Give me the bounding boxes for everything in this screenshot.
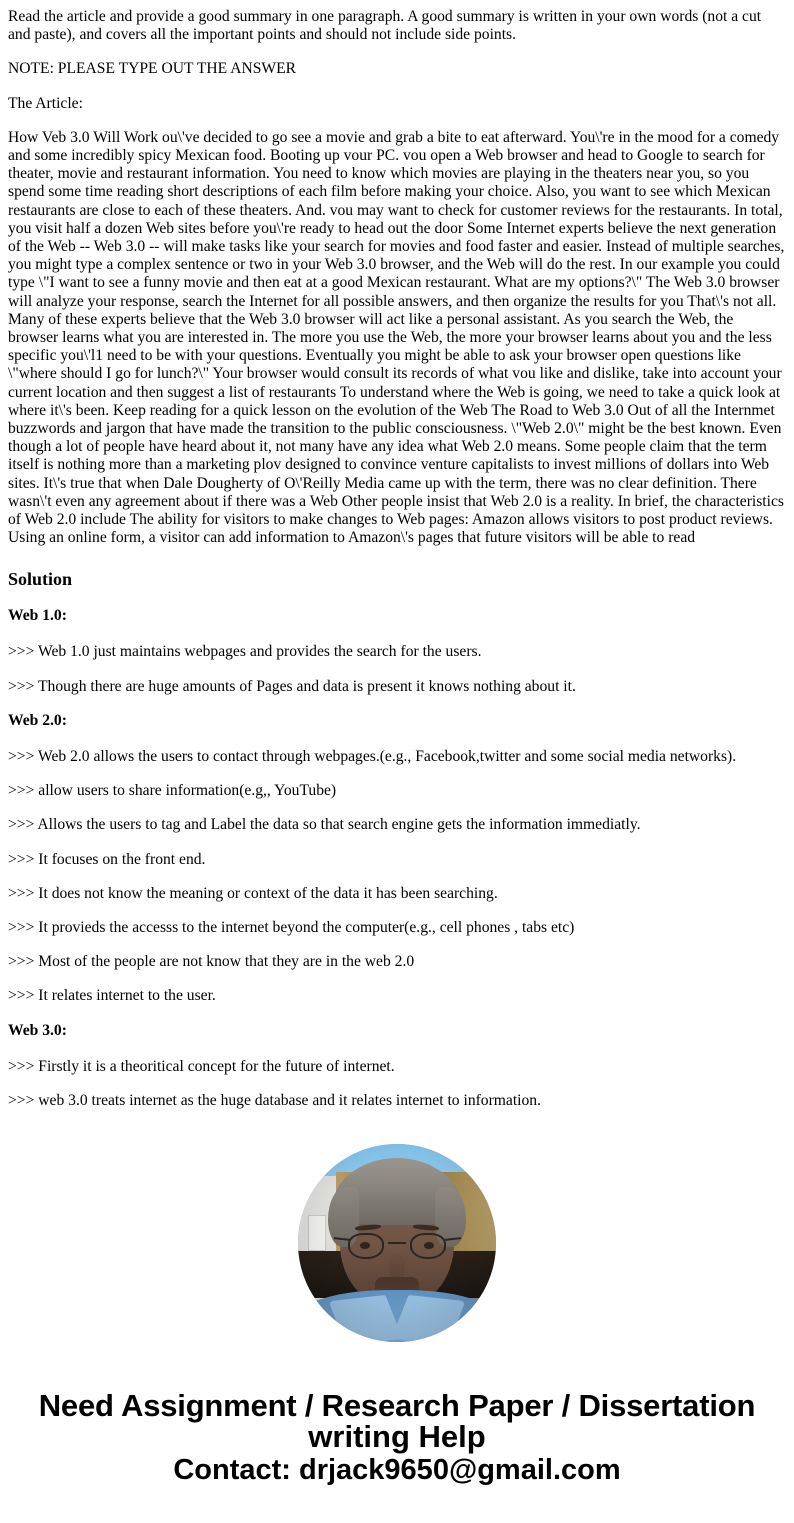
avatar-container [0,1144,794,1342]
solution-point: >>> It relates internet to the user. [8,987,216,1005]
solution-point: >>> Web 1.0 just maintains webpages and provides the search for the users. [8,643,482,661]
note-paragraph: NOTE: PLEASE TYPE OUT THE ANSWER [8,60,297,78]
instructions-paragraph: Read the article and provide a good summary in one paragraph. A good summary is written in your own words (not a cut and paste), and covers all the important points and should not include side points. [8,8,762,44]
solution-point: >>> Web 2.0 allows the users to contact through webpages.(e.g., Facebook,twitter and some social media networks). [8,747,737,765]
footer-contact-line: Contact: drjack9650@gmail.com [173,1453,621,1486]
solution-point: >>> allow users to share information(e.g,, YouTube) [8,782,337,800]
solution-point: >>> Most of the people are not know that they are in the web 2.0 [8,953,415,971]
avatar [298,1144,496,1342]
footer [0,1387,794,1505]
article-body-paragraph: How Veb 3.0 Will Work ou\'ve decided to go see a movie and grab a bite to eat afterward. You\'re in the mood for a comedy and some incredibly spicy Mexican food. Booting up vour PC. vou open a Web browser and head to Google to search for theater, movie and restaurant information. You need to know which movies are playing in the theaters near you, so you spend some time reading short descriptions of each film before making your choice. Also, you want to see which Mexican restaurants are close to each of these theaters. And. vou may want to check for customer reviews for the restaurants. In total, you visit half a dozen Web sites before you\'re ready to head out the door Some Internet experts believe the next generation of the Web -- Web 3.0 -- will make tasks like your search for movies and food faster and easier. Instead of multiple searches, you might type a complex sentence or two in your Web 3.0 browser, and the Web will do the rest. In our example you could type \"I want to see a funny movie and then eat at a good Mexican restaurant. What are my options?\" The Web 3.0 browser will analyze your response, search the Internet for all possible answers, and then organize the results for you That\'s not all. Many of these experts believe that the Web 3.0 browser will act like a personal assistant. As you search the Web, the browser learns what you are interested in. The more you use the Web, the more your browser learns about you and the less specific you\'l1 need to be with your questions. Eventually you might be able to ask your browser open questions like \"where should I go for lunch?\" Your browser would consult its records of what vou like and dislike, take into account your current location and then suggest a list of restaurants To understand where the Web is going, we need to take a quick look at where it\'s been. Keep reading for a quick lesson on the evolution of the Web The Road to Web 3.0 Out of all the Internmet buzzwords and jargon that have made the transition to the public consciousness. \"Web 2.0\" might be the best known. Even though a lot of people have heard about it, not many have any idea what Web 2.0 means. Some people claim that the term itself is nothing more than a marketing plov designed to convince venture capitalists to invest millions of dollars into Web sites. It\'s true that when Dale Dougherty of O\'Reilly Media came up with the term, there was no clear definition. There wasn\'t even any agreement about if there was a Web Other people insist that Web 2.0 is a reality. In brief, the characteristics of Web 2.0 include The ability for visitors to make changes to Web pages: Amazon allows visitors to post product reviews. Using an online form, a visitor can add information to Amazon\'s pages that future visitors will be able to read [8,128,785,547]
solution-heading: Solution [8,569,73,590]
solution-point: >>> It provieds the accesss to the internet beyond the computer(e.g., cell phones , tabs etc) [8,918,575,936]
solution-section-title-web1: Web 1.0: [8,607,67,625]
solution-section-title-web2: Web 2.0: [8,711,67,729]
footer-headline-line2: writing Help [308,1418,486,1454]
avatar-vignette [298,1144,496,1342]
solution-point: >>> Firstly it is a theoritical concept for the future of internet. [8,1057,395,1075]
solution-section-title-web3: Web 3.0: [8,1021,67,1039]
solution-point: >>> Allows the users to tag and Label the data so that search engine gets the information immediatly. [8,816,641,834]
solution-point: >>> It focuses on the front end. [8,850,206,868]
article-label: The Article: [8,94,83,112]
solution-point: >>> web 3.0 treats internet as the huge database and it relates internet to information. [8,1091,542,1109]
solution-point: >>> It does not know the meaning or context of the data it has been searching. [8,884,498,902]
footer-headline-line1: Need Assignment / Research Paper / Dissertation [38,1387,756,1423]
solution-point: >>> Though there are huge amounts of Pages and data is present it knows nothing about it. [8,677,576,695]
